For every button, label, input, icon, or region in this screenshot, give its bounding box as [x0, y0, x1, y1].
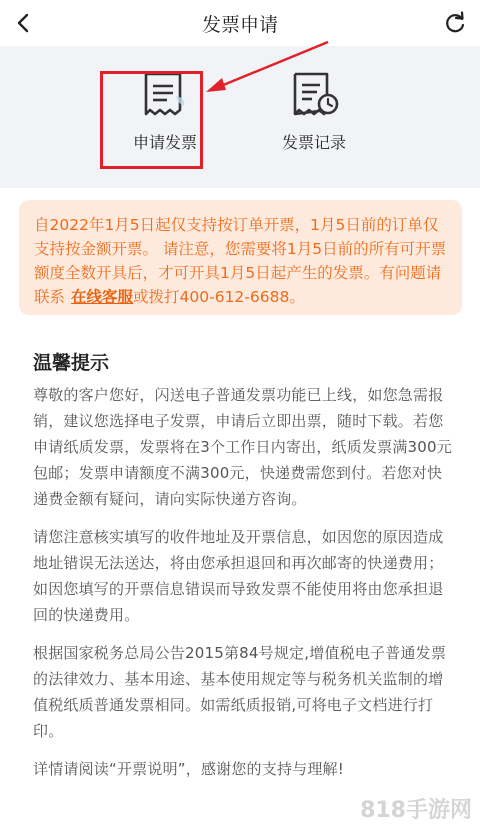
refresh-icon[interactable] [442, 10, 468, 36]
highlight-annotation-box [100, 71, 203, 169]
apply-invoice-label: 申请发票 [132, 133, 197, 152]
annotation-arrow-icon [200, 40, 340, 100]
tips-section [33, 350, 453, 782]
tips-paragraph-2: 请您注意核实填写的收件地址及开票信息，如因您的原因造成地址错误无法送达，将由您承担退回和再次邮寄的快递费用；如因您填写的开票信息错误而导致发票不能使用将由您承担退回的快递费用。 [33, 528, 444, 624]
tips-paragraph-1: 尊敬的客户您好，闪送电子普通发票功能已上线，如您急需报销，建议您选择电子发票，申请后立即出票，随时下载。若您申请纸质发票，发票将在3个工作日内寄出，纸质发票满300元包邮；发票申请额度不满300元，快递费需您到付。若您对快递费金额有疑问，请向实际快递方咨询。 [33, 386, 452, 508]
notice-tail: 或拨打400-612-6688。 [133, 288, 305, 306]
notice-text: 自2022年1月5日起仅支持按订单开票，1月5日前的订单仅支持按金额开票。 请注意，您需要将1月5日前的所有可开票额度全数开具后，才可开具1月5日起产生的发票。有问题请联系 [34, 216, 447, 306]
notice-banner [19, 200, 462, 315]
online-service-link[interactable]: 在线客服 [71, 288, 134, 306]
tips-heading: 温馨提示 [33, 352, 110, 374]
watermark: 818手游网 [360, 798, 472, 823]
invoice-records-label: 发票记录 [281, 133, 346, 152]
tips-paragraph-3: 根据国家税务总局公告2015第84号规定,增值税电子普通发票的法律效力、基本用途、基本使用规定等与税务机关监制的增值税纸质普通发票相同。如需纸质报销,可将电子文档进行打印。 [33, 644, 447, 740]
tips-paragraph-4: 详情请阅读“开票说明”，感谢您的支持与理解! [33, 760, 344, 778]
page-title: 发票申请 [201, 14, 278, 36]
